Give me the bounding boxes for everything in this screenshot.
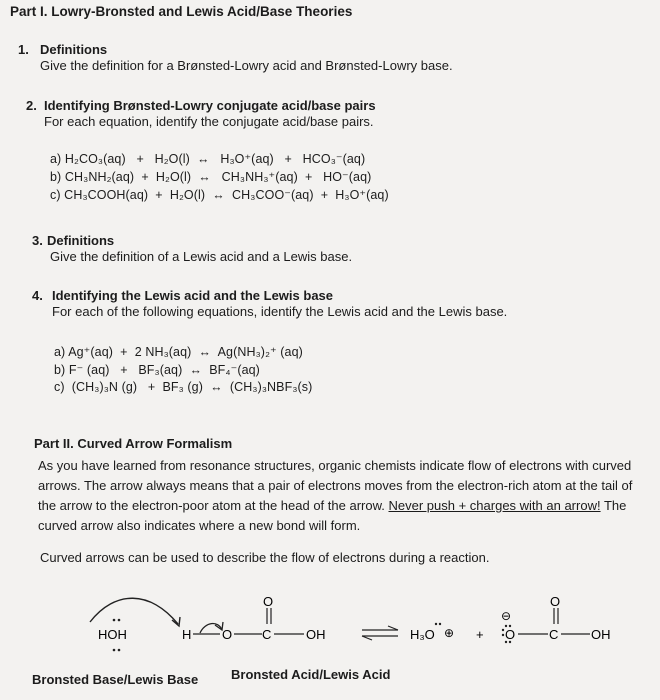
q2-equation-b: b) CH₃NH₂(aq) + H₂O(l) ↔ CH₃NH₃⁺(aq) + HO⁻(aq) xyxy=(50,170,372,184)
label-bronsted-base: Bronsted Base/Lewis Base xyxy=(32,672,199,687)
acid-oxygen: O xyxy=(222,627,233,642)
q1-prompt: Give the definition for a Brønsted-Lowry acid and Brønsted-Lowry base. xyxy=(40,58,453,73)
q4-prompt: For each of the following equations, identify the Lewis acid and the Lewis base. xyxy=(52,304,508,319)
q4-heading: Identifying the Lewis acid and the Lewis base xyxy=(52,288,334,303)
hydronium-charge: ⊕ xyxy=(444,626,455,640)
curved-arrow-water xyxy=(90,598,178,624)
q3-heading: Definitions xyxy=(47,233,115,248)
part2-paragraph-text: As you have learned from resonance structures, organic chemists indicate flow of electrons with curved arrows. The arrow always means that a pair of electrons moves from the electron-rich atom at the tail of the arrow to the electron-poor atom at the head of the arrow. xyxy=(38,458,633,513)
q2-equation-a: a) H₂CO₃(aq) + H₂O(l) ↔ H₃O⁺(aq) + HCO₃⁻(aq) xyxy=(50,152,366,166)
curved-arrow-intro: Curved arrows can be used to describe the flow of electrons during a reaction. xyxy=(40,550,490,565)
water-lone-pair-top-dot xyxy=(118,619,121,622)
carboxylate-lone-pair-dot xyxy=(502,629,504,631)
hydronium-lone-pair-dot xyxy=(439,623,441,625)
water-lone-pair-bottom-dot xyxy=(118,649,121,652)
part2-title: Part II. Curved Arrow Formalism xyxy=(34,436,233,451)
reaction-scheme xyxy=(0,580,660,670)
plus-sign: + xyxy=(476,627,484,642)
q1-number: 1. xyxy=(18,42,29,57)
acid-hydroxyl: OH xyxy=(306,627,326,642)
water-lone-pair-bottom-dot xyxy=(113,649,116,652)
part2-paragraph-warning: Never push + charges with an arrow! xyxy=(388,498,601,513)
q2-prompt: For each equation, identify the conjugate acid/base pairs. xyxy=(44,114,374,129)
carboxylate-charge: ⊖ xyxy=(501,609,512,623)
carboxylate-oxygen: O xyxy=(505,627,516,642)
q2-heading: Identifying Brønsted-Lowry conjugate acid/base pairs xyxy=(44,98,376,113)
part2-paragraph-tail: The curved arrow also indicates where a new bond will form. xyxy=(38,498,627,533)
water-lone-pair-top-dot xyxy=(113,619,116,622)
label-bronsted-acid: Bronsted Acid/Lewis Acid xyxy=(231,667,391,682)
q4-equation-b: b) F⁻ (aq) + BF₃(aq) ↔ BF₄⁻(aq) xyxy=(54,363,260,377)
q4-equation-a: a) Ag⁺(aq) + 2 NH₃(aq) ↔ Ag(NH₃)₂⁺ (aq) xyxy=(54,345,303,359)
part1-title: Part I. Lowry-Bronsted and Lewis Acid/Base Theories xyxy=(10,4,353,19)
acid-hydrogen: H xyxy=(182,627,192,642)
q2-number: 2. xyxy=(26,98,37,113)
q4-equation-c: c) (CH₃)₃N (g) + BF₃ (g) ↔ (CH₃)₃NBF₃(s) xyxy=(54,380,313,394)
hydronium: H₃O xyxy=(410,627,435,642)
water-molecule: HOH xyxy=(98,627,127,642)
q3-prompt: Give the definition of a Lewis acid and a Lewis base. xyxy=(50,249,353,264)
acid-carbon: C xyxy=(262,627,272,642)
carboxylate-carbonyl-oxygen: O xyxy=(550,594,561,609)
part2-paragraph xyxy=(38,456,638,536)
q4-number: 4. xyxy=(32,288,43,303)
hydronium-lone-pair-dot xyxy=(435,623,437,625)
carboxylate-carbon: C xyxy=(549,627,559,642)
carboxylate-lone-pair-dot xyxy=(502,634,504,636)
q3-number: 3. xyxy=(32,233,43,248)
q2-equation-c: c) CH₃COOH(aq) + H₂O(l) ↔ CH₃COO⁻(aq) + H₃O⁺(aq) xyxy=(50,188,389,202)
carboxylate-hydroxyl: OH xyxy=(591,627,611,642)
carbonyl-oxygen: O xyxy=(263,594,274,609)
q1-heading: Definitions xyxy=(40,42,108,57)
